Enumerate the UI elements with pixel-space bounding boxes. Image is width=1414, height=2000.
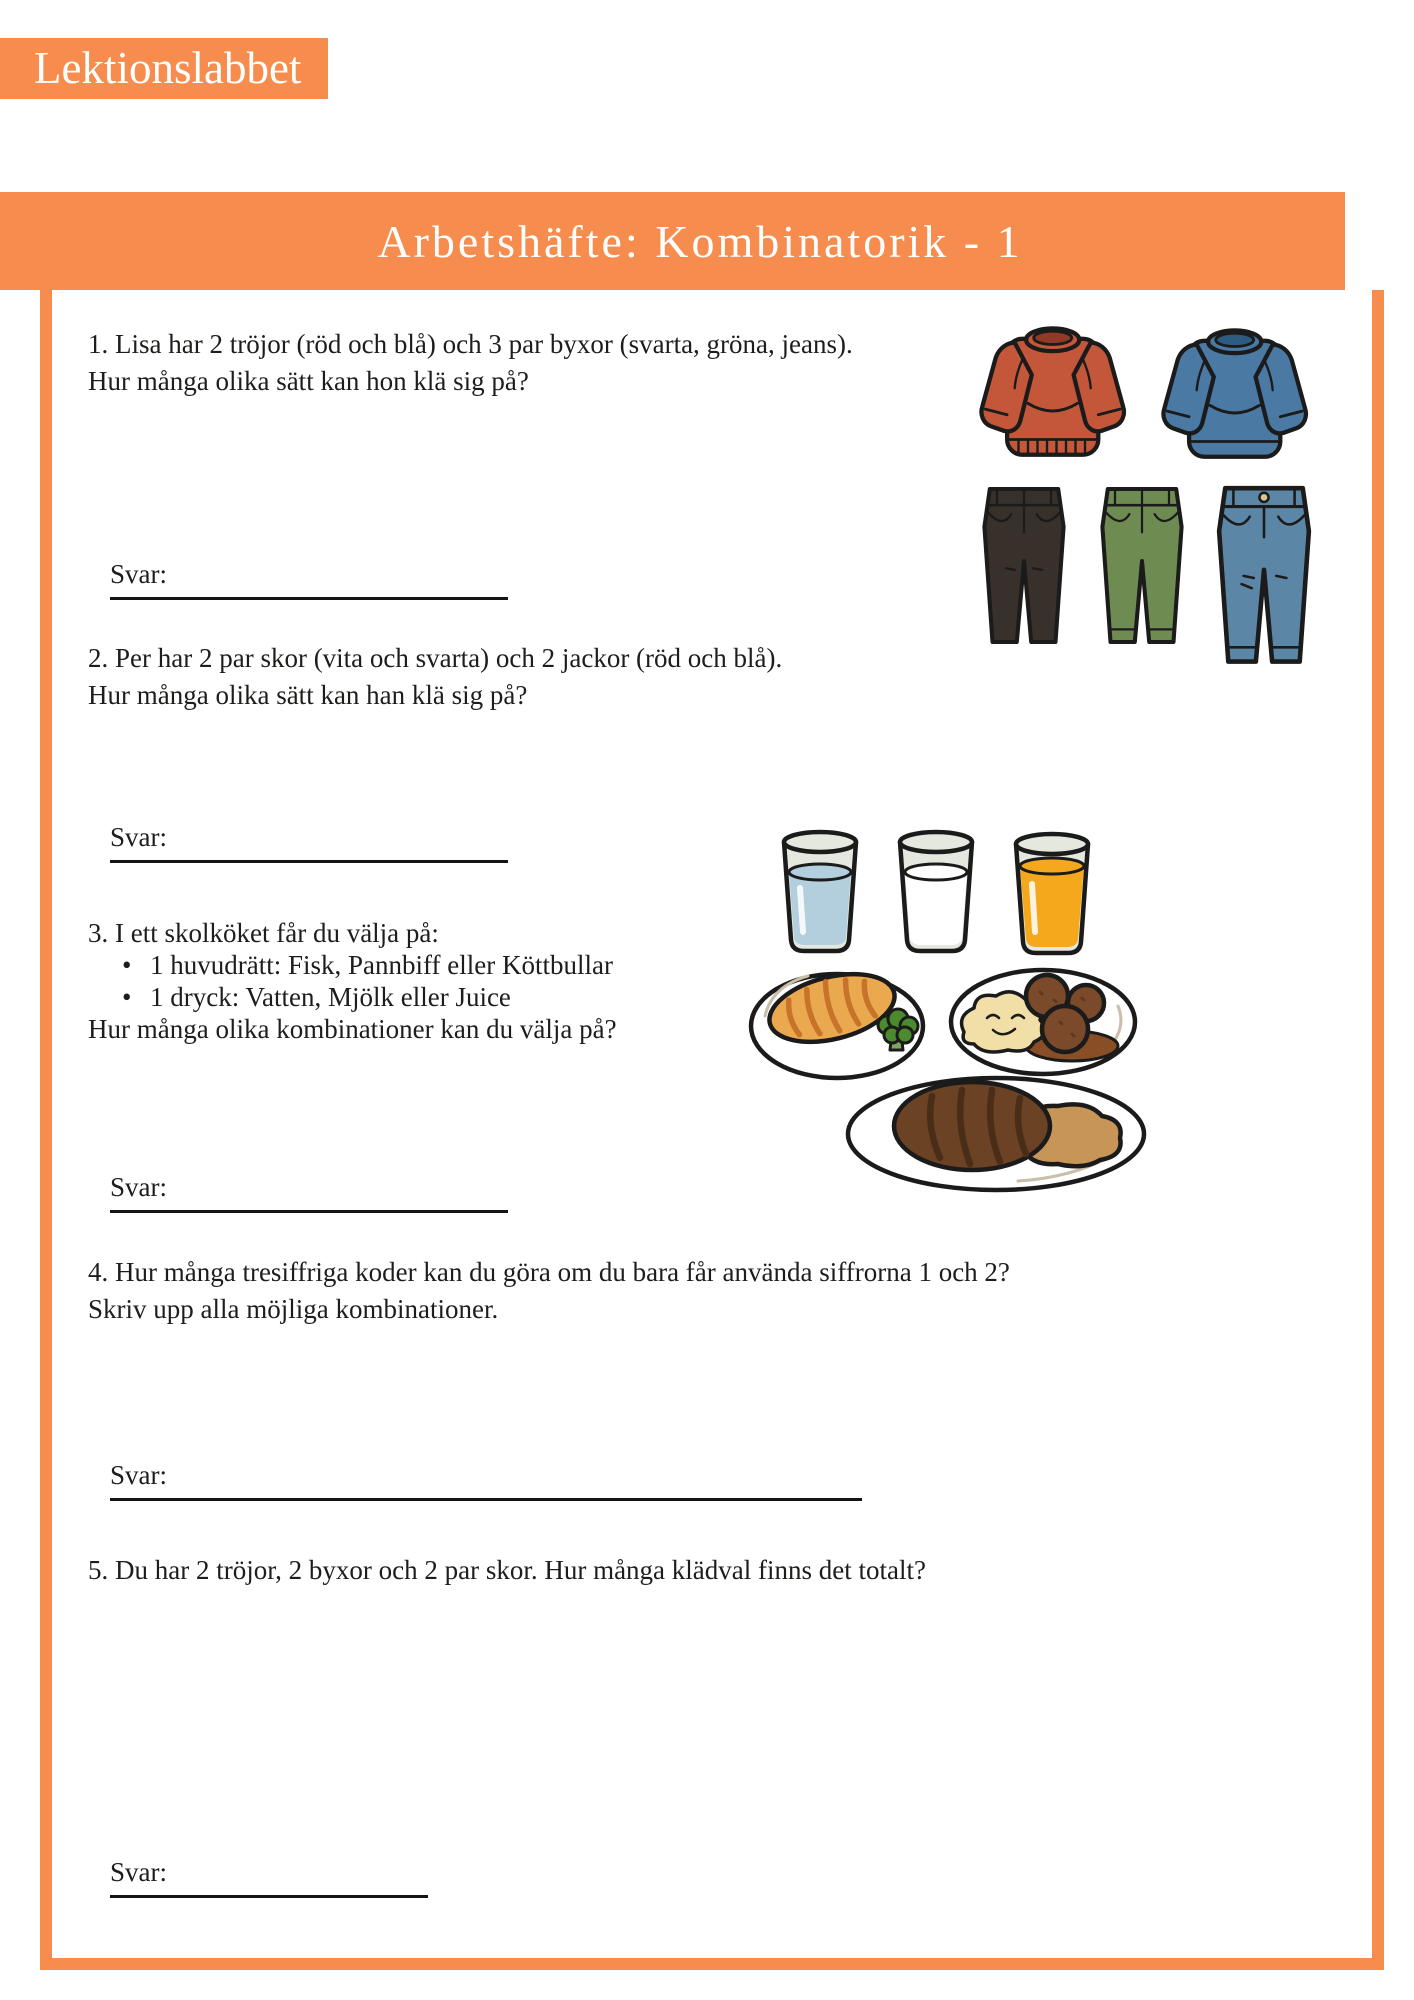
blue-sweater-icon [1163,330,1305,456]
question-2-line-1: 2. Per har 2 par skor (vita och svarta) och 2 jackor (röd och blå). [88,643,783,673]
answer-line-2 [110,819,508,863]
question-3-bullet-2: • 1 dryck: Vatten, Mjölk eller Juice [122,982,511,1012]
answer-line-5 [110,1854,428,1898]
plate-meatballs-mash-icon [951,970,1135,1074]
bullet-icon: • [122,950,132,980]
question-3-outro: Hur många olika kombinationer kan du välja på? [88,1014,617,1044]
clothes-illustration [963,312,1348,672]
question-4-line-2: Skriv upp alla möjliga kombinationer. [88,1294,499,1324]
glass-of-juice-icon [1016,834,1088,953]
meal-illustration [740,824,1340,1194]
plate-fish-broccoli-icon [751,962,923,1078]
question-2 [88,640,782,714]
question-4-line-1: 4. Hur många tresiffriga koder kan du göra om du bara får använda siffrorna 1 och 2? [88,1257,1010,1287]
question-5 [88,1552,926,1589]
glass-of-milk-icon [900,832,972,951]
answer-label-3: Svar: [110,1172,167,1202]
brand-logo: Lektionslabbet [0,38,328,99]
question-1 [88,326,853,400]
blue-jeans-icon [1219,488,1309,661]
answer-label-4: Svar: [110,1460,167,1490]
page-border-right [1372,290,1384,1958]
question-1-line-1: 1. Lisa har 2 tröjor (röd och blå) och 3 par byxor (svarta, gröna, jeans). [88,329,853,359]
question-1-line-2: Hur många olika sätt kan hon klä sig på? [88,366,529,396]
green-pants-icon [1102,489,1181,642]
question-2-line-2: Hur många olika sätt kan han klä sig på? [88,680,528,710]
question-4 [88,1254,1010,1328]
answer-line-3 [110,1169,508,1213]
title-band [0,192,1345,290]
question-3-intro: 3. I ett skolköket får du välja på: [88,918,439,948]
red-sweater-icon [981,328,1123,454]
dark-pants-icon [984,489,1063,642]
answer-line-4 [110,1457,862,1501]
question-3 [88,917,617,1045]
answer-label-5: Svar: [110,1857,167,1887]
answer-line-1 [110,556,508,600]
page-border-left [40,290,52,1958]
answer-label-1: Svar: [110,559,167,589]
bullet-icon: • [122,982,132,1012]
question-5-line-1: 5. Du har 2 tröjor, 2 byxor och 2 par skor. Hur många klädval finns det totalt? [88,1555,926,1585]
answer-label-2: Svar: [110,822,167,852]
page-title: Arbetshäfte: Kombinatorik - 1 [377,215,1023,267]
page-border-bottom [40,1958,1384,1970]
question-3-bullet-1: • 1 huvudrätt: Fisk, Pannbiff eller Köttbullar [122,950,613,980]
glass-of-water-icon [784,832,856,951]
plate-pannbiff-potato-icon [848,1078,1144,1190]
